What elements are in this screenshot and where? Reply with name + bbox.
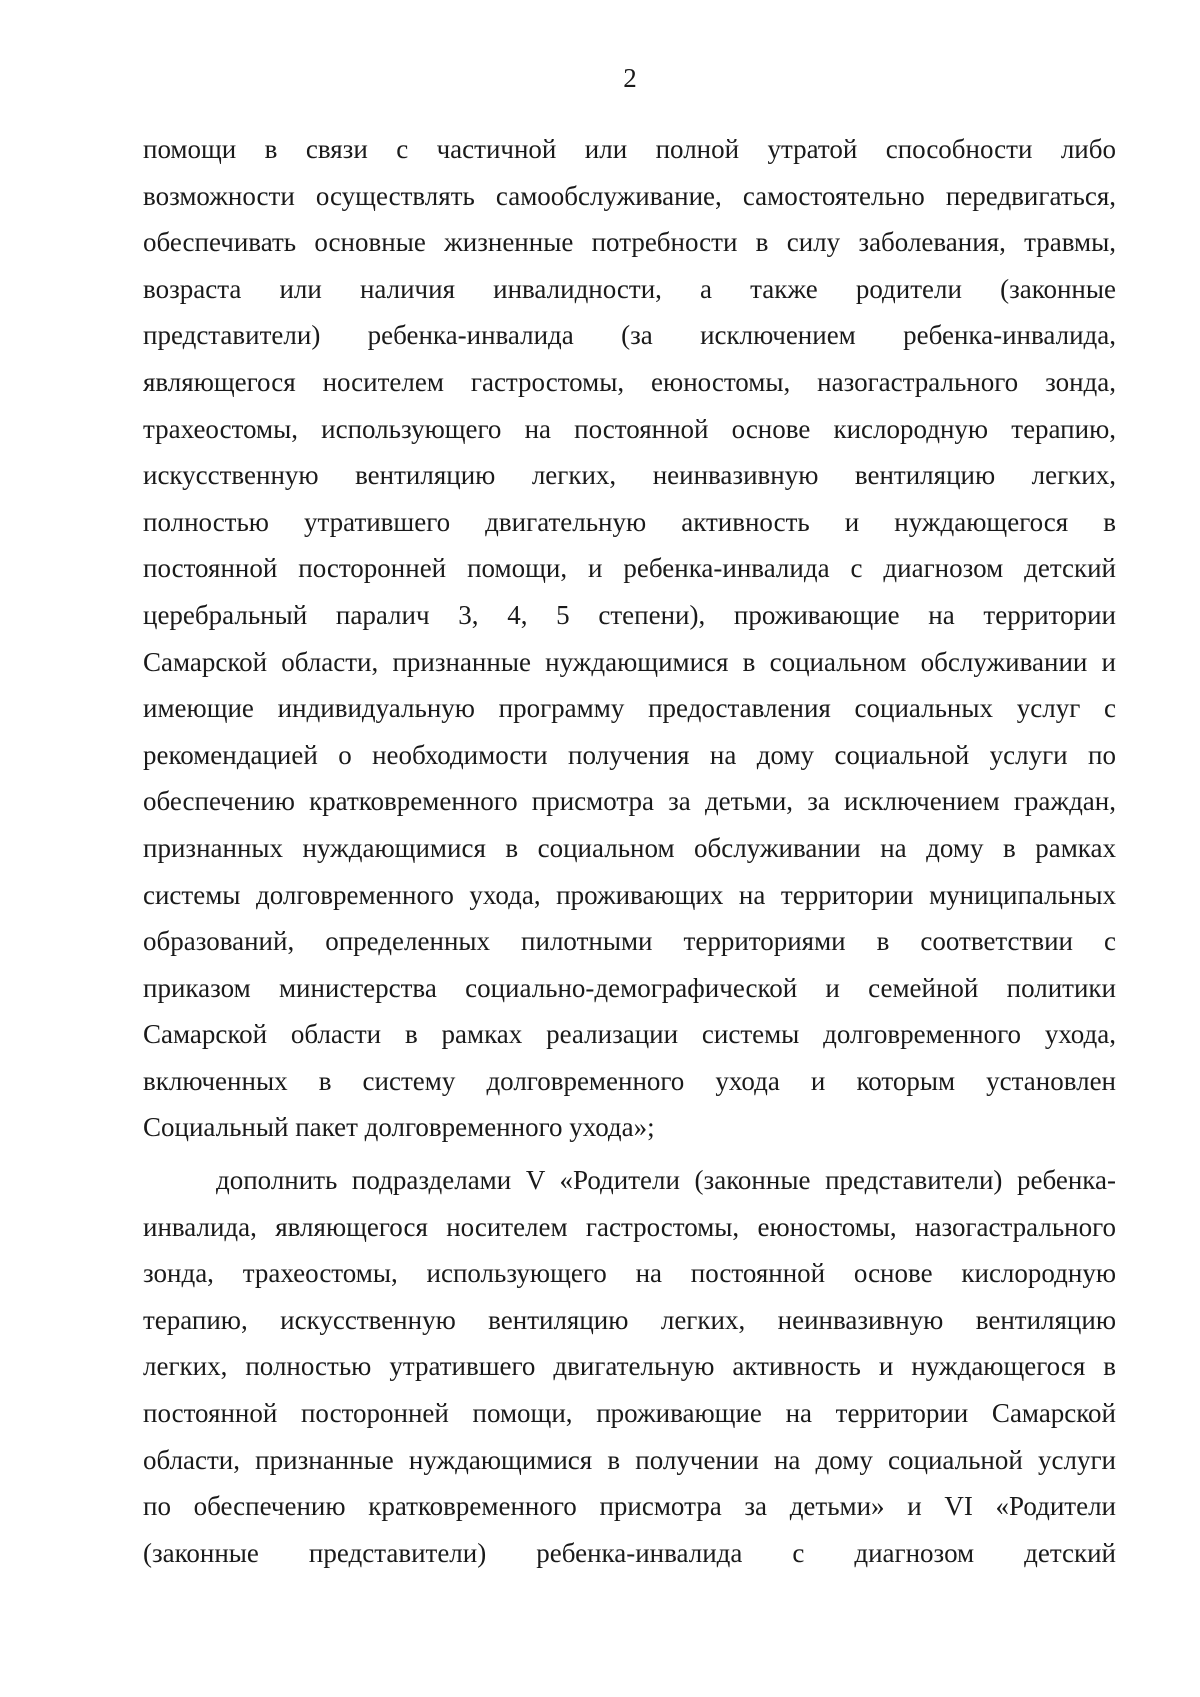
text-line: обеспечению кратковременного присмотра за детьми, за исключением граждан, (143, 786, 1116, 817)
text-line: возраста или наличия инвалидности, а также родители (законные (143, 273, 1116, 304)
paragraph-1 (143, 126, 1116, 1151)
text-line: имеющие индивидуальную программу предоставления социальных услуг с (143, 693, 1116, 724)
text-line: приказом министерства социально-демографической и семейной политики (143, 972, 1116, 1003)
text-line: признанных нуждающимися в социальном обслуживании на дому в рамках (143, 832, 1116, 863)
text-line: церебральный паралич 3, 4, 5 степени), проживающие на территории (143, 599, 1116, 630)
text-line: представители) ребенка-инвалида (за исключением ребенка-инвалида, (143, 320, 1116, 351)
text-line: Самарской области, признанные нуждающимися в социальном обслуживании и (143, 646, 1116, 677)
text-line: системы долговременного ухода, проживающих на территории муниципальных (143, 879, 1116, 910)
text-line: возможности осуществлять самообслуживание, самостоятельно передвигаться, (143, 180, 1116, 211)
text-line: постоянной посторонней помощи, проживающие на территории Самарской (143, 1398, 1116, 1429)
text-line: полностью утратившего двигательную активность и нуждающегося в (143, 506, 1116, 537)
text-line: помощи в связи с частичной или полной утратой способности либо (143, 134, 1116, 164)
text-line: (законные представители) ребенка-инвалида с диагнозом детский (143, 1537, 1116, 1568)
text-line: образований, определенных пилотными территориями в соответствии с (143, 926, 1116, 957)
text-line: дополнить подразделами V «Родители (законные представители) ребенка- (216, 1165, 1116, 1196)
document-body (143, 126, 1116, 1576)
text-line: Самарской области в рамках реализации системы долговременного ухода, (143, 1019, 1116, 1050)
text-line: постоянной посторонней помощи, и ребенка-инвалида с диагнозом детский (143, 553, 1116, 584)
text-line: по обеспечению кратковременного присмотра за детьми» и VI «Родители (143, 1491, 1116, 1522)
text-line: трахеостомы, использующего на постоянной основе кислородную терапию, (143, 413, 1116, 444)
text-line: области, признанные нуждающимися в получении на дому социальной услуги (143, 1444, 1116, 1475)
text-line: зонда, трахеостомы, использующего на постоянной основе кислородную (143, 1258, 1116, 1289)
text-line: включенных в систему долговременного ухода и которым установлен (143, 1065, 1116, 1096)
text-line: легких, полностью утратившего двигательную активность и нуждающегося в (143, 1351, 1116, 1382)
text-line: терапию, искусственную вентиляцию легких, неинвазивную вентиляцию (143, 1304, 1116, 1335)
text-line: искусственную вентиляцию легких, неинвазивную вентиляцию легких, (143, 460, 1116, 491)
page-number: 2 (623, 63, 637, 93)
text-line: инвалида, являющегося носителем гастростомы, еюностомы, назогастрального (143, 1211, 1116, 1242)
text-line: являющегося носителем гастростомы, еюностомы, назогастрального зонда, (143, 366, 1116, 397)
text-line: обеспечивать основные жизненные потребности в силу заболевания, травмы, (143, 227, 1116, 258)
text-line: рекомендацией о необходимости получения на дому социальной услуги по (143, 739, 1116, 770)
text-line: Социальный пакет долговременного ухода»; (143, 1112, 655, 1143)
paragraph-2 (143, 1157, 1116, 1576)
